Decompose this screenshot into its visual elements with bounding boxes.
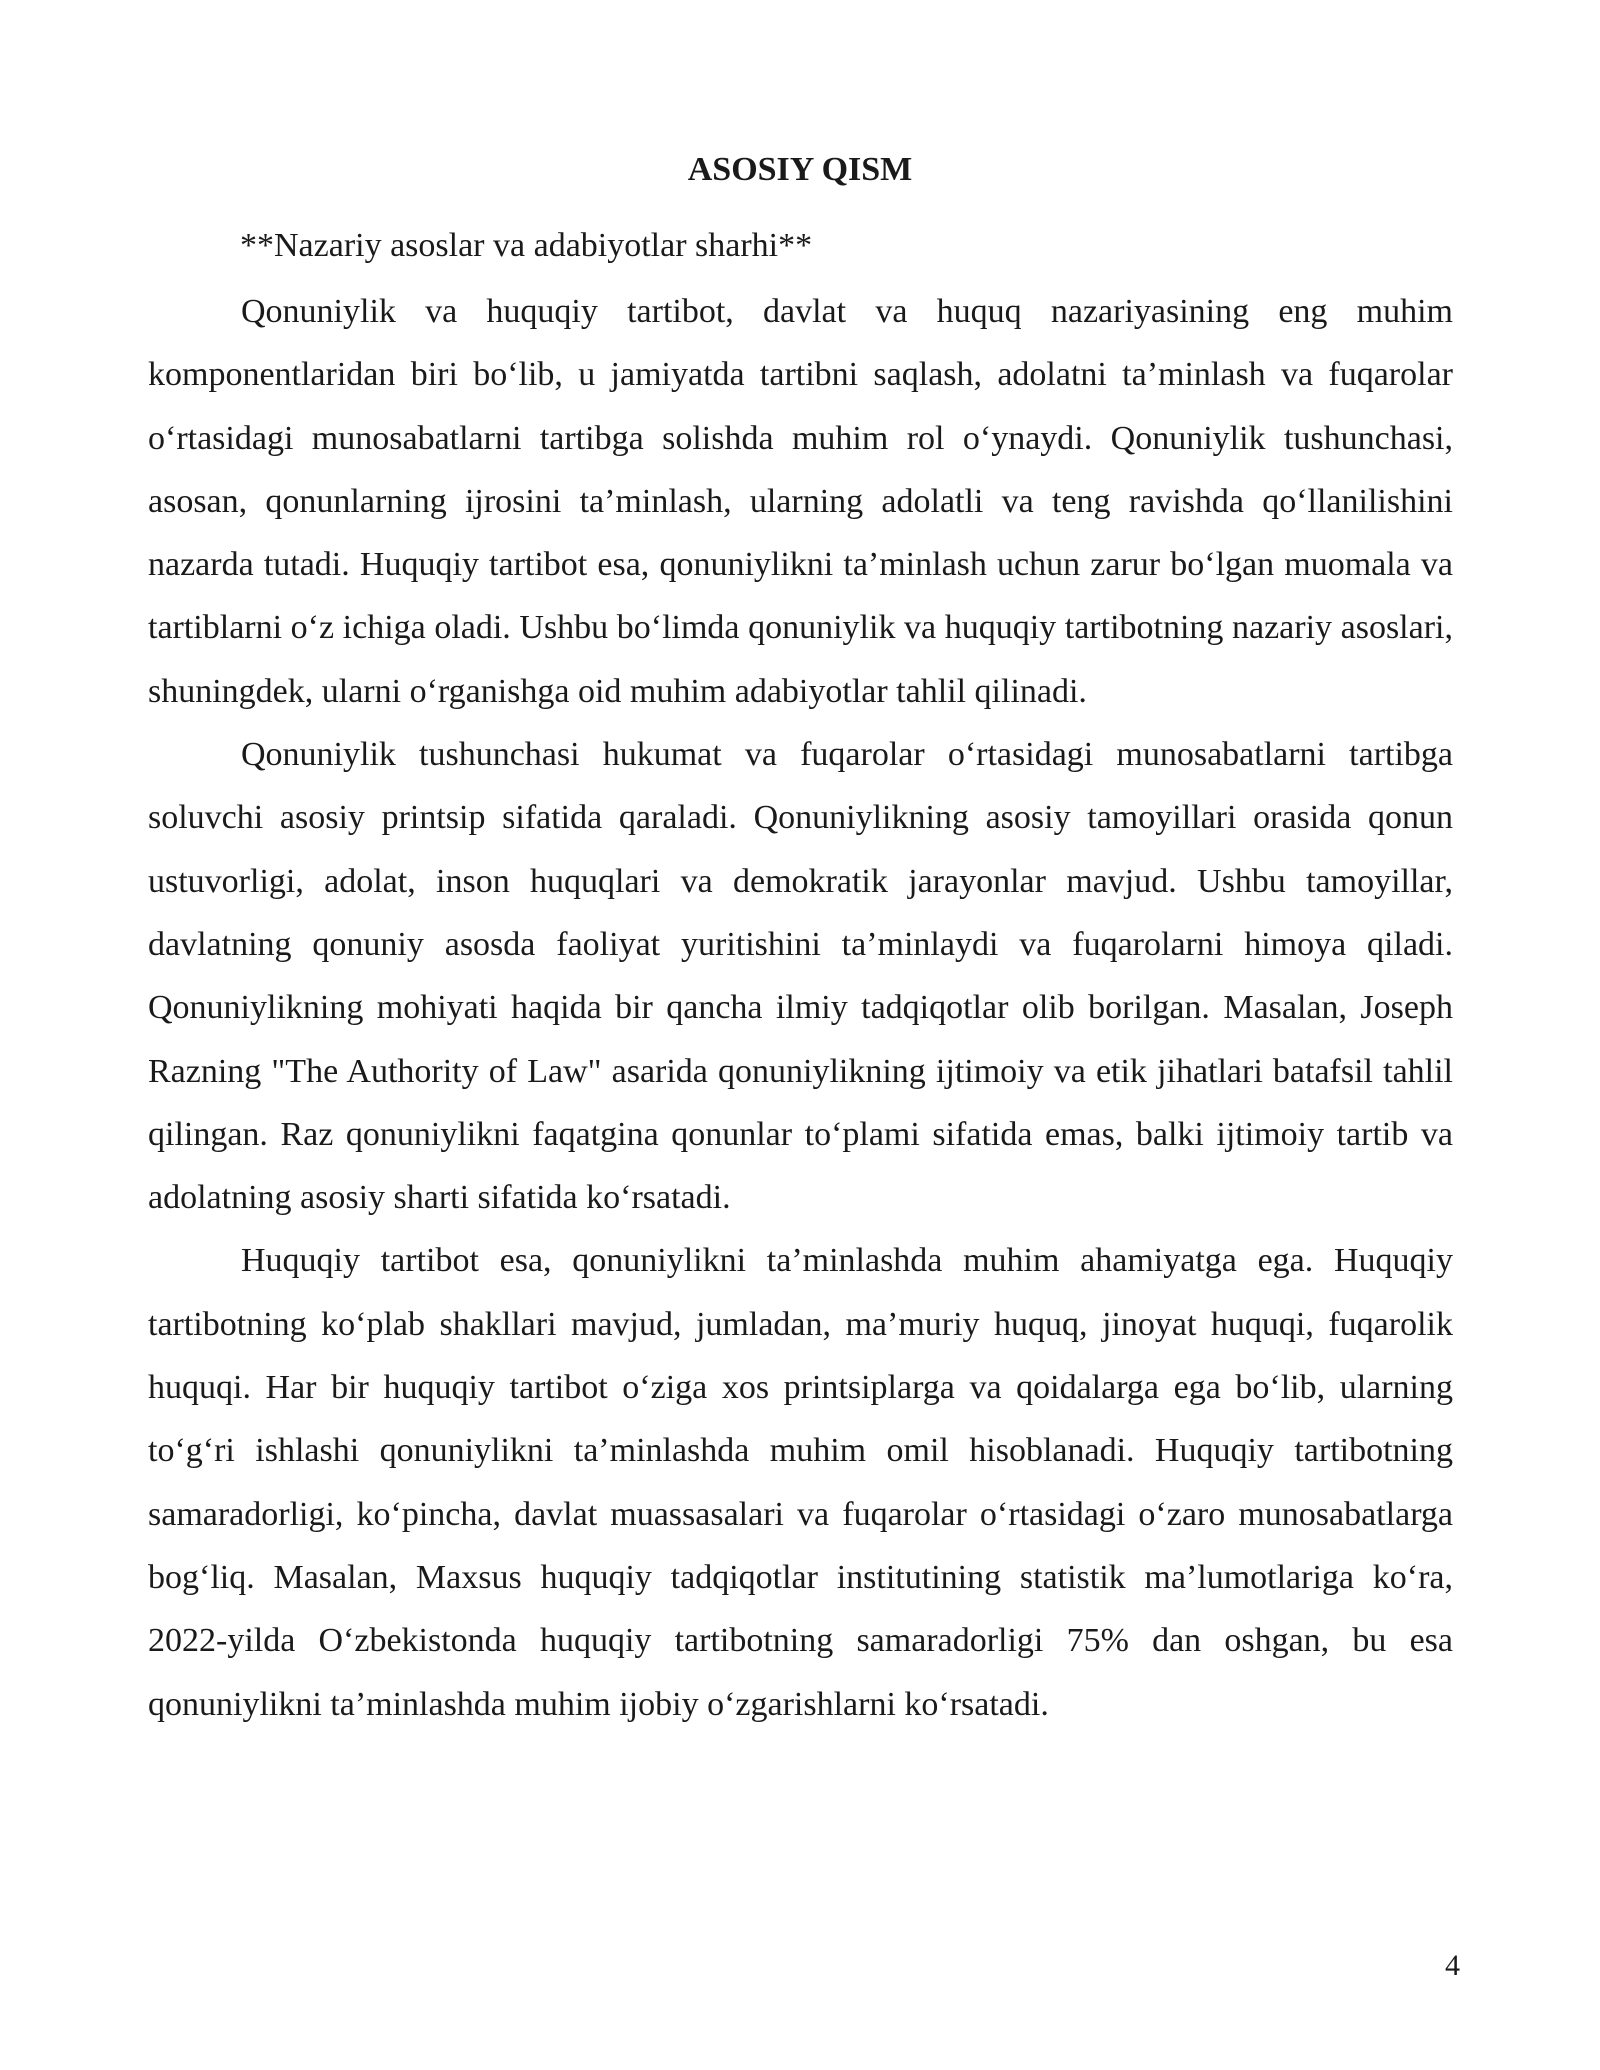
page-number: 4 — [1445, 1949, 1460, 1982]
body-text — [148, 280, 1453, 1736]
section-heading: ASOSIY QISM — [687, 151, 913, 188]
paragraph: Huquqiy tartibot esa, qonuniylikni ta’minlashda muhim ahamiyatga ega. Huquqiy tartibotning ko‘plab shakllari mavjud, jumladan, ma’muriy huquq, jinoyat huquqi, fuqarolik huquqi. Har bir huquqiy tartibot o‘ziga xos printsiplarga va qoidalarga ega bo‘lib, ularning to‘g‘ri ishlashi qonuniylikni ta’minlashda muhim omil hisoblanadi. Huquqiy tartibotning samaradorligi, ko‘pincha, davlat muassasalari va fuqarolar o‘rtasidagi o‘zaro munosabatlarga bog‘liq. Masalan, Maxsus huquqiy tadqiqotlar institutining statistik ma’lumotlariga ko‘ra, 2022-yilda O‘zbekistonda huquqiy tartibotning samaradorligi 75% dan oshgan, bu esa qonuniylikni ta’minlashda muhim ijobiy o‘zgarishlarni ko‘rsatadi. — [148, 1242, 1453, 1723]
paragraph: Qonuniylik tushunchasi hukumat va fuqarolar o‘rtasidagi munosabatlarni tartibga soluvchi asosiy printsip sifatida qaraladi. Qonuniylikning asosiy tamoyillari orasida qonun ustuvorligi, adolat, inson huquqlari va demokratik jarayonlar mavjud. Ushbu tamoyillar, davlatning qonuniy asosda faoliyat yuritishini ta’minlaydi va fuqarolarni himoya qiladi. Qonuniylikning mohiyati haqida bir qancha ilmiy tadqiqotlar olib borilgan. Masalan, Joseph Razning "The Authority of Law" asarida qonuniylikning ijtimoiy va etik jihatlari batafsil tahlil qilingan. Raz qonuniylikni faqatgina qonunlar to‘plami sifatida emas, balki ijtimoiy tartib va adolatning asosiy sharti sifatida ko‘rsatadi. — [148, 736, 1453, 1217]
subsection-heading: **Nazariy asoslar va adabiyotlar sharhi** — [240, 227, 813, 264]
paragraph: Qonuniylik va huquqiy tartibot, davlat va huquq nazariyasining eng muhim komponentlaridan biri bo‘lib, u jamiyatda tartibni saqlash, adolatni ta’minlash va fuqarolar o‘rtasidagi munosabatlarni tartibga solishda muhim rol o‘ynaydi. Qonuniylik tushunchasi, asosan, qonunlarning ijrosini ta’minlash, ularning adolatli va teng ravishda qo‘llanilishini nazarda tutadi. Huquqiy tartibot esa, qonuniylikni ta’minlash uchun zarur bo‘lgan muomala va tartiblarni o‘z ichiga oladi. Ushbu bo‘limda qonuniylik va huquqiy tartibotning nazariy asoslari, shuningdek, ularni o‘rganishga oid muhim adabiyotlar tahlil qilinadi. — [148, 293, 1453, 710]
